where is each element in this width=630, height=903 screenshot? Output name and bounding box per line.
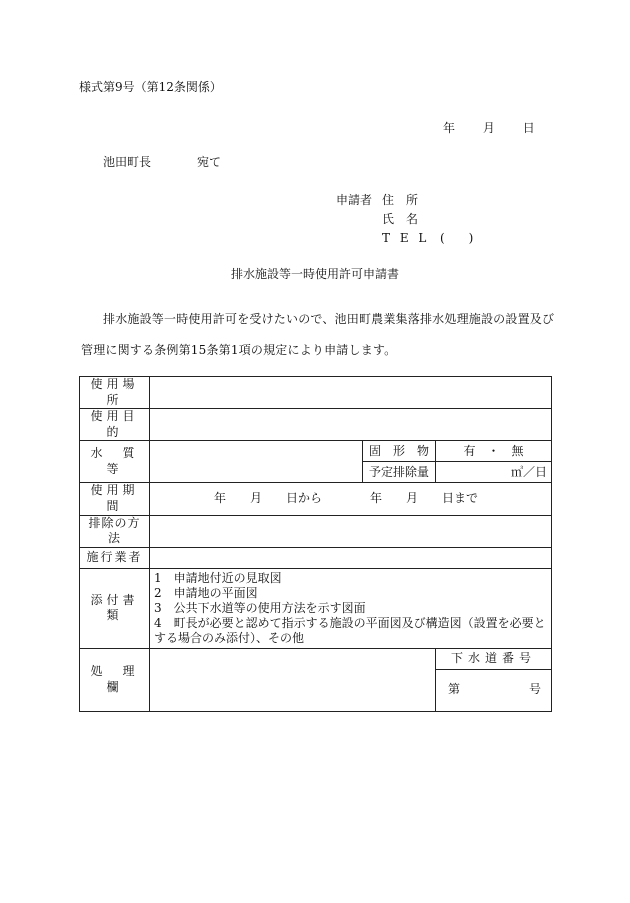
table-row <box>80 377 552 409</box>
table-row <box>80 547 552 568</box>
contractor-label: 施行業者 <box>80 547 150 568</box>
addressee-name: 池田町長 <box>103 155 152 169</box>
quality-label: 水 質 等 <box>80 441 150 483</box>
sewer-number-label: 下水道番号 <box>436 648 552 669</box>
table-row <box>80 483 552 515</box>
process-field[interactable] <box>150 648 436 711</box>
list-item: 2 申請地の平面図 <box>154 585 258 600</box>
date-line <box>443 122 535 134</box>
sewer-number-field[interactable] <box>436 669 552 711</box>
place-field[interactable] <box>150 377 552 409</box>
list-item: 1 申請地付近の見取図 <box>154 570 282 585</box>
list-item: 4 町長が必要と認めて指示する施設の平面図及び構造図（設置を必要とする場合のみ添付）、その他 <box>154 615 546 645</box>
table-row <box>80 515 552 547</box>
form-number: 様式第9号（第12条関係） <box>79 80 222 94</box>
body-text: 排水施設等一時使用許可を受けたいので、池田町農業集落排水処理施設の設置及び管理に関する条例第15条第1項の規定により申請します。 <box>81 312 555 357</box>
purpose-field[interactable] <box>150 409 552 441</box>
discharge-label: 予定排除量 <box>363 462 436 483</box>
method-field[interactable] <box>150 515 552 547</box>
table-row <box>80 568 552 648</box>
discharge-unit[interactable]: ㎥／日 <box>436 462 552 483</box>
date-year: 年 <box>443 121 456 135</box>
attachment-list <box>150 568 552 648</box>
date-day: 日 <box>522 121 535 135</box>
contractor-field[interactable] <box>150 547 552 568</box>
table-row <box>80 441 552 462</box>
document-title: 排水施設等一時使用許可申請書 <box>230 267 399 281</box>
list-item: 3 公共下水道等の使用方法を示す図面 <box>154 600 366 615</box>
sewer-number-prefix: 第 <box>448 682 461 697</box>
method-label: 排除の方法 <box>80 515 150 547</box>
solids-value[interactable]: 有 ・ 無 <box>436 441 552 462</box>
sewer-number-suffix: 号 <box>528 682 541 697</box>
addressee <box>103 156 221 168</box>
solids-label: 固 形 物 <box>363 441 436 462</box>
table-row <box>80 409 552 441</box>
date-month: 月 <box>482 121 495 135</box>
address-label: 住 所 <box>382 193 419 207</box>
quality-field[interactable] <box>150 441 363 483</box>
period-value[interactable]: 年 月 日から 年 月 日まで <box>150 483 552 515</box>
tel-label: T E L <box>382 231 430 245</box>
place-label: 使用場所 <box>80 377 150 409</box>
process-label: 処 理 欄 <box>80 648 150 711</box>
application-table <box>79 376 552 712</box>
purpose-label: 使用目的 <box>80 409 150 441</box>
applicant-label: 申請者 <box>336 193 373 207</box>
tel-paren: ( ) <box>440 231 474 245</box>
name-label: 氏 名 <box>382 212 419 226</box>
addressee-honorific: 宛て <box>197 155 222 169</box>
period-label: 使用期間 <box>80 483 150 515</box>
table-row <box>80 648 552 669</box>
attach-label: 添付書類 <box>80 568 150 648</box>
